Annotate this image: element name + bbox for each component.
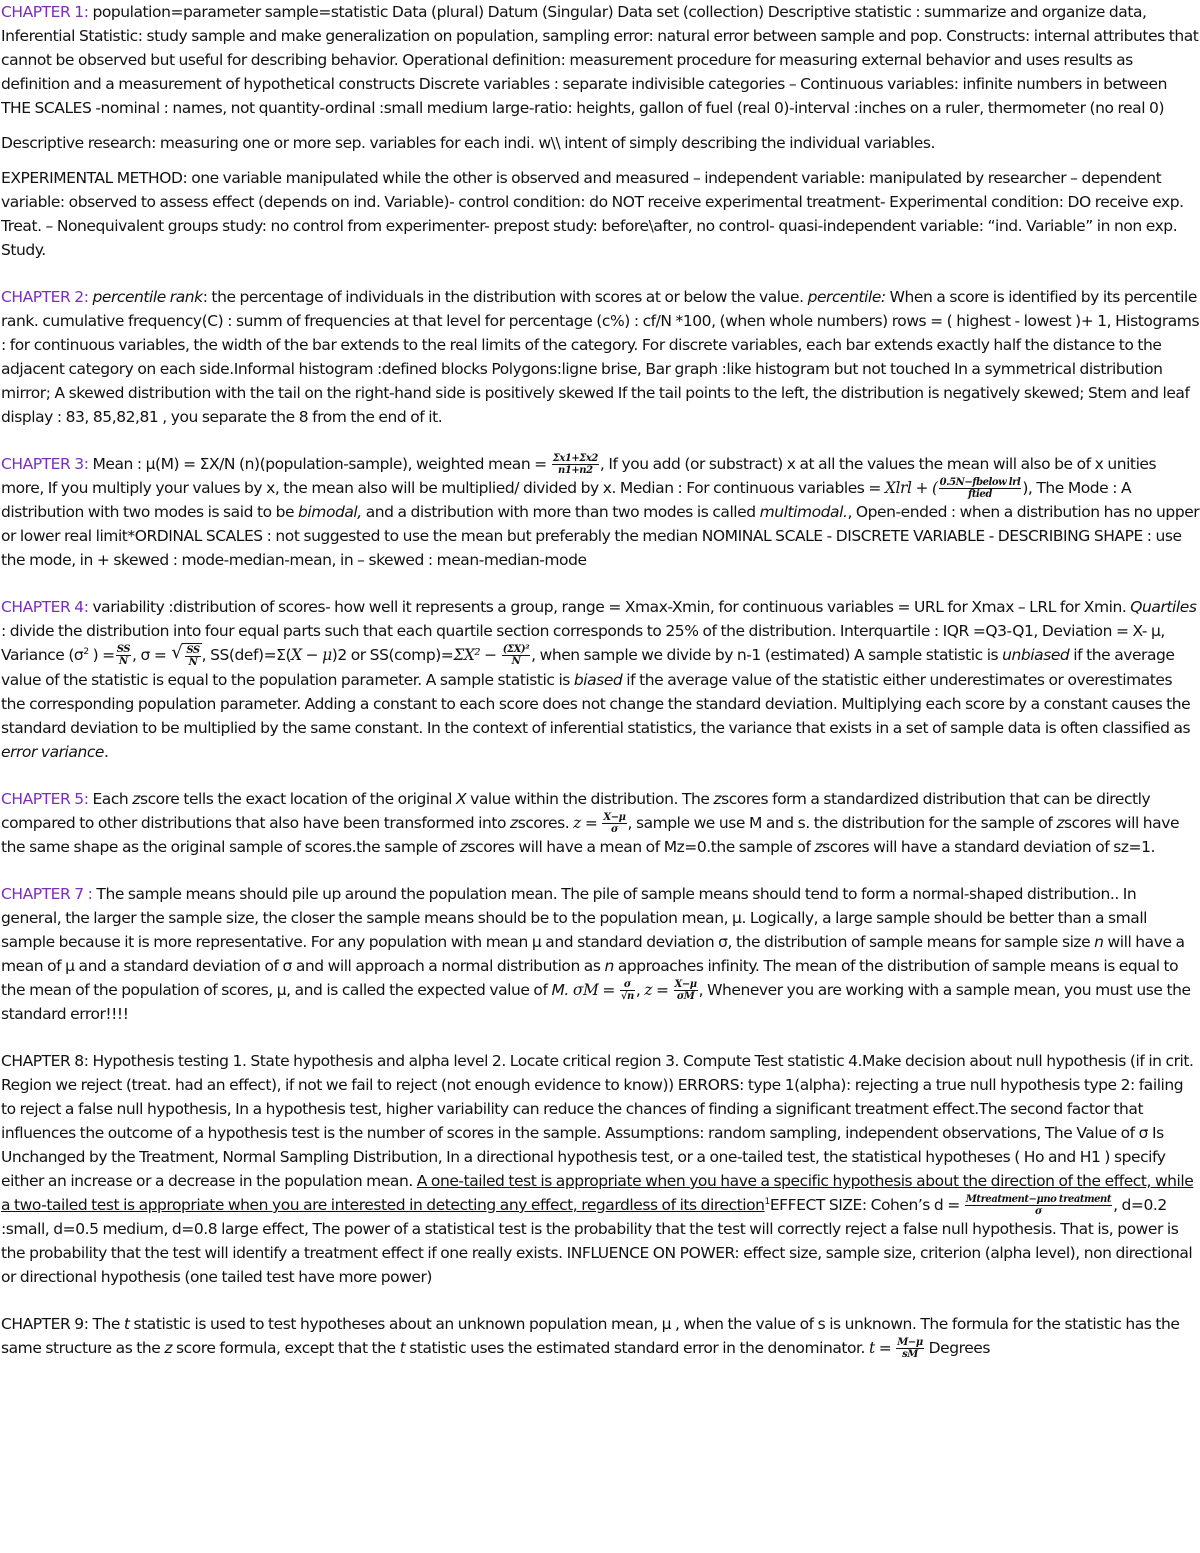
- median-fraction: [939, 477, 1022, 500]
- median-denominator: ftied: [968, 489, 992, 500]
- chapter-5-text-4: scores form a standardized distribution that can be directly compared to other distributions that also have been transformed into: [1, 790, 1151, 832]
- standard-error-numerator: σ: [620, 979, 635, 991]
- chapter-9-heading: CHAPTER 9:: [1, 1315, 89, 1333]
- chapter-3-heading: CHAPTER 3:: [1, 455, 89, 473]
- term-percentile-rank: percentile rank: [92, 288, 203, 306]
- chapter-9-text-1: The: [88, 1315, 124, 1333]
- chapter-7-text-5: ,: [635, 981, 645, 999]
- cohens-d-fraction: [965, 1194, 1112, 1217]
- chapter-4-text-8: if the average value of the statistic is equal to the population parameter. A sample statistic is: [1, 646, 1175, 689]
- chapter-7-text-1: The sample means should pile up around the population mean. The pile of sample means should tend to form a normal-shaped distribution.. In general, the larger the sample size, the closer the sample means should be to the population mean, μ. Logically, a large sample should be better than a small sample because it is more representative. For any population with mean μ and standard deviation σ, the distribution of sample means for sample size: [1, 885, 1148, 951]
- sd-numerator: √ SS: [186, 645, 200, 656]
- t-formula-symbol: t: [868, 1339, 875, 1357]
- median-numerator: 0.5N−fbelow lrl: [939, 477, 1021, 488]
- chapter-5-text-5: scores.: [517, 814, 574, 832]
- chapter-4-heading: CHAPTER 4:: [1, 598, 89, 616]
- term-error-variance: error variance: [1, 743, 104, 761]
- equals-sign: =: [652, 981, 673, 999]
- z-formula-symbol: z: [644, 981, 653, 999]
- variance-exponent: 2: [83, 646, 89, 657]
- t-symbol: t: [399, 1339, 406, 1357]
- chapter-9-text-5: Degrees: [924, 1339, 991, 1357]
- z-symbol: z: [132, 790, 140, 808]
- chapter-5-text-6: , sample we use M and s. the distribution for the sample of: [627, 814, 1057, 832]
- cohens-d-denominator: σ: [1034, 1206, 1042, 1217]
- chapter-3-text-4: The Mode : A distribution with two modes is said to be: [1, 479, 1132, 521]
- chapter-2-paragraph: [1, 285, 1200, 429]
- term-bimodal: bimodal,: [298, 503, 362, 521]
- term-unbiased: unbiased: [1002, 646, 1070, 664]
- standard-error-denominator: √n: [620, 991, 634, 1002]
- z-fraction: [602, 812, 626, 835]
- ss-definition-formula: X − μ: [291, 646, 332, 664]
- chapter-3-text-3: ),: [1022, 479, 1033, 497]
- chapter-1-paragraph: [1, 0, 1200, 120]
- chapter-5-text-1: Each: [88, 790, 133, 808]
- chapter-4-text-9: if the average value of the statistic either underestimates or overestimates the corresponding population parameter. Adding a constant to each score does not change the standard deviation. Multiplying each score by a constant causes the standard deviation to be multiplied by the same constant. In the context of inferential statistics, the variance that exists in a set of sample data is often classified as: [1, 671, 1191, 737]
- z-symbol: z: [814, 838, 823, 856]
- weighted-mean-denominator: n1+n2: [558, 465, 593, 476]
- x-symbol: X: [455, 790, 467, 808]
- z-symbol: z: [1056, 814, 1065, 832]
- ss-computation-formula: ΣX² −: [453, 646, 501, 664]
- chapter-2-text-2: When a score is identified by its percentile rank. cumulative frequency(C) : summ of frequencies at that level for percentage (c%) : cf/N *100, (when whole numbers) rows = ( highest - lowest )+ 1, Histograms : for continuous variables, the width of the bar extends to the real limits of the category. For discrete variables, each bar extends exactly half the distance to the adjacent category on each side.Informal histogram :defined blocks Polygons:ligne brise, Bar graph :like histogram but not touched In a symmetrical distribution mirror; A skewed distribution with the tail on the right-hand side is positively skewed If the tail points to the left, the distribution is negatively skewed; Stem and leaf display : 83, 85,82,81 , you separate the 8 from the end of it.: [1, 288, 1200, 426]
- variance-denominator: N: [119, 656, 128, 667]
- chapter-3-text-6: , Open-ended : when a distribution has no upper or lower real limit*ORDINAL SCALES : not suggested to use the mean but preferably the median NOMINAL SCALE - DISCRETE VARIABLE - DESCRIBING SHAPE : use the mode, in + skewed : mode-median-mean, in – skewed : mean-median-mode: [1, 503, 1200, 569]
- ss-comp-fraction: [502, 644, 530, 667]
- chapter-7-text-3: approaches infinity. The mean of the distribution of sample means is equal to the mean of the population of scores, μ, and is called the expected value of: [1, 957, 1179, 999]
- chapter-4-paragraph: [1, 595, 1200, 764]
- chapter-9-text-2: statistic is used to test hypotheses about an unknown population mean, μ , when the value of s is unknown. The formula for the statistic has the same structure as the: [1, 1315, 1180, 1357]
- chapter-3-text-2: , If you add (or substract) x at all the values the mean will also be of x unities more, If you multiply your values by x, the mean also will be multiplied/ divided by x. Median : For continuous variables =: [1, 455, 1157, 497]
- n-symbol: n: [1094, 933, 1104, 951]
- weighted-mean-fraction: [552, 453, 599, 476]
- standard-error-symbol: σM: [572, 981, 599, 999]
- variance-numerator: SS: [116, 644, 131, 655]
- equals-sign: =: [580, 814, 602, 832]
- chapter-4-text-4: , σ =: [132, 646, 171, 664]
- chapter-9-paragraph: [1, 1312, 1200, 1360]
- z-symbol: z: [459, 838, 468, 856]
- chapter-4-text-7: , when sample we divide by n-1 (estimated) A sample statistic is: [531, 646, 1003, 664]
- z-numerator: X−μ: [674, 979, 697, 990]
- term-biased: biased: [573, 671, 623, 689]
- chapter-8-text-3: , d=0.2 :small, d=0.5 medium, d=0.8 large effect, The power of a statistical test is the probability that the test will correctly reject a false null hypothesis. That is, power is the probability that the test will identify a treatment effect if one really exists. INFLUENCE ON POWER: effect size, sample size, criterion (alpha level), non directional or directional hypothesis (one tailed test have more power): [1, 1196, 1193, 1286]
- n-symbol: n: [604, 957, 614, 975]
- chapter-3-text-5: and a distribution with more than two modes is called: [361, 503, 760, 521]
- chapter-5-text-7: scores will have the same shape as the original sample of scores.the sample of: [1, 814, 1180, 856]
- t-symbol: t: [123, 1315, 130, 1333]
- chapter-4-text-6: )2 or SS(comp)=: [331, 646, 454, 664]
- chapter-3-text-1: Mean : μ(M) = ΣX/N (n)(population-sample), weighted mean =: [88, 455, 551, 473]
- chapter-4-text-2: : divide the distribution into four equal parts such that each quartile section corresponds to 25% of the distribution. Interquartile : IQR =Q3-Q1, Deviation = X- μ, Variance (σ: [1, 622, 1165, 664]
- z-symbol: z: [510, 814, 518, 832]
- ss-comp-denominator: N: [511, 656, 521, 667]
- term-percentile: percentile:: [807, 288, 886, 306]
- m-symbol: M.: [551, 981, 569, 999]
- one-tailed-underlined-text: A one-tailed test is appropriate when you have a specific hypothesis about the direction of the effect, while a two-tailed test is appropriate when you are interested in detecting any effect, regardless of its direction: [1, 1172, 1194, 1214]
- chapter-5-text-2: score tells the exact location of the original: [139, 790, 456, 808]
- median-formula-lead: Xlrl + (: [884, 479, 938, 497]
- term-quartiles: Quartiles: [1130, 598, 1197, 616]
- chapter-5-paragraph: [1, 787, 1200, 859]
- chapter-5-text-9: scores will have a standard deviation of sz=1.: [822, 838, 1155, 856]
- chapter-5-text-3: value within the distribution. The: [466, 790, 714, 808]
- experimental-method-paragraph: EXPERIMENTAL METHOD: one variable manipulated while the other is observed and measured – independent variable: manipulated by researcher – dependent variable: observed to assess effect (depends on ind. Variable)- control condition: do NOT receive experimental treatment- Experimental condition: DO receive exp. Treat. – Nonequivalent groups study: no control from experimenter- prepost study: before\after, no control- quasi-independent variable: “ind. Variable” in non exp. Study.: [1, 169, 1184, 259]
- chapter-2-text-1: : the percentage of individuals in the distribution with scores at or below the value.: [202, 288, 808, 306]
- chapter-7-paragraph: [1, 882, 1200, 1026]
- cohens-d-numerator: Mtreatment−μno treatment: [965, 1194, 1112, 1205]
- z-denominator: σ: [610, 824, 618, 835]
- chapter-1-text: population=parameter sample=statistic Data (plural) Datum (Singular) Data set (collection) Descriptive statistic : summarize and organize data, Inferential Statistic: study sample and make generalization on population, sampling error: natural error between sample and pop. Constructs: internal attributes that cannot be observed but useful for describing behavior. Operational definition: measurement procedure for measuring external behavior and uses results as definition and a measurement of hypothetical constructs Discrete variables : separate indivisible categories – Continuous variables: infinite numbers in between THE SCALES -nominal : names, not quantity-ordinal :small medium large-ratio: heights, gallon of fuel (real 0)-interval :inches on a ruler, thermometer (no real 0): [1, 3, 1199, 117]
- weighted-mean-numerator: Σx1+Σx2: [552, 453, 598, 464]
- chapter-8-text-1: Hypothesis testing 1. State hypothesis and alpha level 2. Locate critical region 3. Compute Test statistic 4.Make decision about null hypothesis (if in crit. Region we reject (treat. had an effect), if not we fail to reject (not enough evidence to know)) ERRORS: type 1(alpha): rejecting a true null hypothesis type 2: failing to reject a false null hypothesis, In a hypothesis test, higher variability can reduce the chances of finding a significant treatment effect.The second factor that influences the outcome of a hypothesis test is the number of scores in the sample. Assumptions: random sampling, independent observations, The Value of σ Is Unchanged by the Treatment, Normal Sampling Distribution, In a directional hypothesis test, or a one-tailed test, the statistical hypotheses ( Ho and H1 ) specify either an increase or a decrease in the population mean.: [1, 1052, 1194, 1190]
- t-numerator: M−μ: [897, 1337, 923, 1348]
- chapter-7-text-2: will have a mean of μ and a standard deviation of σ and will approach a normal distribution as: [1, 933, 1185, 975]
- sd-denominator: N: [188, 657, 198, 668]
- z-symbol: z: [713, 790, 722, 808]
- chapter-2-heading: CHAPTER 2:: [1, 288, 89, 306]
- z-sample-mean-fraction: [674, 979, 698, 1002]
- chapter-5-heading: CHAPTER 5:: [1, 790, 89, 808]
- chapter-8-paragraph: [1, 1049, 1200, 1289]
- ss-comp-numerator: (ΣX)²: [502, 644, 530, 655]
- t-fraction: [896, 1337, 923, 1360]
- chapter-4-text-1: variability :distribution of scores- how well it represents a group, range = Xmax-Xmin, for continuous variables = URL for Xmax – LRL for Xmin.: [88, 598, 1131, 616]
- chapter-8-text-2: EFFECT SIZE: Cohen’s d =: [769, 1196, 964, 1214]
- chapter-7-text-6: , Whenever you are working with a sample mean, you must use the standard error!!!!: [1, 981, 1191, 1023]
- equals-sign: =: [874, 1339, 896, 1357]
- chapter-4-text-10: .: [104, 743, 109, 761]
- chapter-3-paragraph: [1, 452, 1200, 572]
- z-formula-symbol: z: [573, 814, 581, 832]
- sd-fraction: [185, 645, 200, 668]
- chapter-7-heading: CHAPTER 7 :: [1, 885, 93, 903]
- z-denominator: σM: [676, 991, 695, 1002]
- equals-sign: =: [598, 981, 619, 999]
- t-denominator: sM: [902, 1349, 918, 1360]
- variance-fraction: [116, 644, 131, 667]
- chapter-4-text-5: , SS(def)=Σ(: [201, 646, 292, 664]
- z-symbol: z: [164, 1339, 173, 1357]
- standard-error-fraction: [620, 979, 635, 1002]
- chapter-9-text-4: statistic uses the estimated standard error in the denominator.: [405, 1339, 869, 1357]
- footnote-marker[interactable]: 1: [764, 1196, 770, 1207]
- descriptive-research-paragraph: Descriptive research: measuring one or more sep. variables for each indi. w\\ intent of simply describing the individual variables.: [1, 134, 935, 152]
- term-multimodal: multimodal.: [759, 503, 848, 521]
- z-numerator: X−μ: [603, 812, 626, 823]
- sd-square-root: [182, 643, 201, 668]
- chapter-5-text-8: scores will have a mean of Mz=0.the sample of: [467, 838, 815, 856]
- chapter-1-heading: CHAPTER 1:: [1, 3, 89, 21]
- chapter-8-heading: CHAPTER 8:: [1, 1052, 89, 1070]
- chapter-4-text-3: ) =: [88, 646, 115, 664]
- chapter-9-text-3: score formula, except that the: [172, 1339, 400, 1357]
